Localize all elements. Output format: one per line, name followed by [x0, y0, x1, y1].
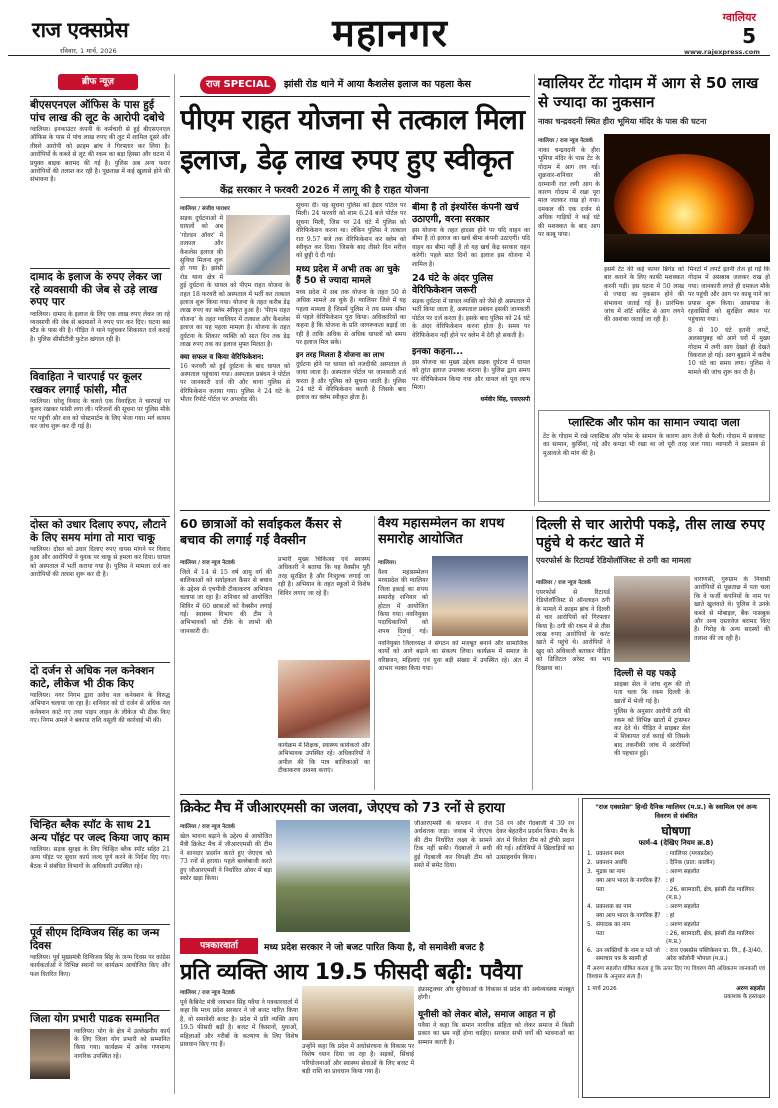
cricket-byline: ग्वालियर / राज न्यूज नेटवर्क: [180, 824, 235, 830]
notice-row-value: : 26, बरामदारी, क्षेत्र, झांसी रोड ग्वालियर (म.प्र.): [666, 887, 755, 901]
notice-row: [587, 904, 765, 912]
brief-label: ब्रीफ न्यूज़: [58, 74, 138, 90]
notice-row-key: उन व्यक्तियों के नाम व पते जो समाचार पत्र के स्वामी हों: [596, 948, 660, 962]
brief-headline: जिला योग प्रभारी पाढक सम्मानित: [30, 1010, 170, 1026]
notice-form: फार्म-4 (देखिए नियम क्र.8): [638, 839, 714, 847]
notice-row: [587, 869, 765, 877]
economy-text-2: उन्होंने कहा कि प्रदेश में अधोसंरचना के विकास पर विशेष ध्यान दिया जा रहा है। सड़कों, सिंचाई परियोजनाओं और स्वास्थ्य सेवाओं के लिए बजट में बड़ी राशि का प्रावधान किया गया है।: [302, 1043, 414, 1076]
notice-declaration: मैं अरुण सहलोत घोषित करता हूं कि ऊपर दिए गए विवरण मेरी अधिकतम जानकारी एवं विश्वास के अनुसार सत्य हैं।: [587, 966, 765, 980]
notice-title: "राज एक्सप्रेस" हिन्दी दैनिक ग्वालियर (म.प्र.) के स्वामित्व एवं अन्य विवरण से संबंधित: [595, 803, 757, 820]
fire-byline: ग्वालियर / राज न्यूज नेटवर्क: [538, 138, 593, 144]
notice-row: [587, 860, 765, 868]
notice-row-value: : दैनिक (प्रात: कालीन): [666, 860, 715, 867]
edition-date: रविवार, 1 मार्च, 2026: [60, 47, 117, 55]
vaccine-photo: [278, 660, 370, 738]
city-name: ग्वालियर: [722, 11, 756, 24]
lead-text-col2b: मध्य प्रदेश में अब तक योजना के तहत 50 से अधिक मामले आ चुके हैं। ग्वालियर जिले में यह पहला मामला है जिसमें पुलिस ने तय समय सीमा से पहले वेरिफिकेशन पूरा किया। अधिकारियों का कहना है कि योजना के प्रति जागरूकता बढ़ाई जा रही है ताकि अधिक से अधिक घायलों को समय पर इलाज मिल सके।: [296, 288, 406, 347]
notice-row-key: क्या आप भारत के नागरिक हैं?: [596, 913, 661, 920]
brief-headline: दोस्त को उधार दिलाए रुपए, लौटाने के लिए समय मांगा तो मारा चाकू: [30, 516, 170, 544]
lead-text-col3: इस योजना के तहत हादसा होने पर यदि वाहन का बीमा है तो इलाज का खर्च बीमा कंपनी उठाएगी। यदि वाहन का बीमा नहीं है तो यह खर्च केंद्र सरकार वहन करेगी। पहले सात दिनों का इलाज इस योजना में शामिल है।: [412, 227, 530, 268]
notice-row-num: 5.: [587, 922, 593, 929]
paper-name: राज एक्सप्रेस: [32, 18, 129, 42]
brief-text: ग्वालियर। पूर्व मुख्यमंत्री दिग्विजय सिंह के जन्म दिवस पर कांग्रेस कार्यकर्ताओं ने विभिन्न स्थानों पर कार्यक्रम आयोजित किए और फल वितरित किए।: [30, 954, 170, 978]
economy-byline: ग्वालियर / राज न्यूज नेटवर्क: [180, 990, 235, 996]
lead-col3-headline3: इनका कहना...: [412, 347, 464, 358]
brief-headline: दो दर्जन से अधिक नल कनेक्शन काटे, लीकेज भी ठीक किए: [30, 662, 170, 690]
lead-text-col3b: सड़क दुर्घटना में घायल व्यक्ति को जैसे ही अस्पताल में भर्ती किया जाता है, अस्पताल प्रबंधन इसकी जानकारी पोर्टल पर दर्ज करता है। इसके बाद पुलिस को 24 घंटे के अंदर वेरिफिकेशन करना होता है। समय पर वेरिफिकेशन नहीं होने पर क्लेम में देरी हो सकती है।: [412, 298, 530, 339]
notice-row-value: : अरुण सहलोत: [666, 922, 700, 929]
declaration-notice: [582, 798, 770, 1098]
notice-row-key: प्रकाशन अवधि: [596, 860, 627, 867]
notice-row-key: पता: [596, 931, 605, 938]
notice-row: [587, 887, 765, 902]
lead-kicker: झांसी रोड थाने में आया कैशलेस इलाज का पहला केस: [284, 79, 471, 90]
lead-text-col2c: दुर्घटना होने पर घायल को नजदीकी अस्पताल ले जाया जाता है। अस्पताल पोर्टल पर जानकारी दर्ज करता है और पुलिस को सूचना जाती है। पुलिस 24 घंटे में वेरिफिकेशन करती है जिसके बाद इलाज का क्लेम स्वीकृत होता है।: [296, 360, 406, 402]
lead-text-col2: सूचना दी। यह सूचना पुलिस को ईडार पोर्टल पर मिली। 24 फरवरी को शाम 6.24 बजे पोर्टल पर सूचना मिली, जिस पर 24 घंटे में पुलिस को वेरिफिकेशन करना था। लेकिन पुलिस ने तत्काल रात 9.57 बजे तक वेरिफिकेशन कर क्लेम को स्वीकृत कर दिया। जिसके बाद तीसरे दिन मरीज को छुट्टी दे दी गई।: [296, 202, 406, 260]
economy-story: [180, 938, 574, 1098]
brief-headline: विवाहिता ने चारपाई पर कूलर रखकर लगाई फांसी, मौत: [30, 368, 170, 396]
lead-col1-subhead: क्या सफल व किया वेरिफिकेशन:: [180, 352, 264, 361]
fire-story: [538, 74, 770, 506]
website: www.rajexpress.com: [683, 48, 760, 56]
brief-text: ग्वालियर। योग के क्षेत्र में उल्लेखनीय कार्य के लिए जिला योग प्रभारी को सम्मानित किया गया। कार्यक्रम में अनेक गणमान्य नागरिक उपस्थित रहे।: [74, 1027, 170, 1060]
notice-row-num: 3.: [587, 869, 593, 876]
vaccine-story: [180, 516, 370, 790]
brief-headline: बीएसएनएल ऑफिस के पास हुई पांच लाख की लूट के आरोपी दबोचे: [30, 96, 170, 124]
brief-headline: दामाद के इलाज के रुपए लेकर जा रहे व्यवसायी की जेब से उड़े लाख रुपए पार: [30, 268, 170, 309]
vaishya-headline: वैश्य महासम्मेलन का शपथ समारोह आयोजित: [378, 516, 505, 547]
fire-headline: ग्वालियर टेंट गोदाम में आग से 50 लाख से ज्यादा का नुकसान: [538, 74, 759, 111]
fraud-text-2: वाराणसी, गुरुग्राम के निवासी आरोपियों से पूछताछ में पता चला कि वे फर्जी कंपनियों के नाम पर खाते खुलवाते थे। पुलिस ने उनके कब्जे से मोबाइल, बैंक पासबुक और अन्य दस्तावेज बरामद किए हैं। गिरोह के अन्य सदस्यों की तलाश की जा रही है।: [694, 576, 770, 642]
vaishya-story: [378, 516, 528, 790]
notice-row-value: : ग्वालियर (मध्यप्रदेश): [666, 851, 714, 857]
vaccine-text-1: जिले में 14 से 15 वर्ष आयु वर्ग की बालिकाओं को सर्वाइकल कैंसर से बचाव के उद्देश्य से एचपीवी टीकाकरण अभियान चलाया जा रहा है। शनिवार को आयोजित शिविर में 60 छात्राओं को वैक्सीन लगाई गई। स्वास्थ्य विभाग की टीम ने अभिभावकों को टीके के लाभों की जानकारी दी।: [180, 569, 272, 635]
notice-rows: [587, 851, 765, 963]
lead-col3-headline2: 24 घंटे के अंदर पुलिस वेरिफिकेशन जरूरी: [412, 273, 494, 296]
economy-kicker: मध्य प्रदेश सरकार ने जो बजट पारित किया है, वो समावेशी बजट है: [264, 943, 484, 953]
lead-col2-subhead: इन तरह मिलता है योजना का लाभ: [296, 350, 385, 359]
notice-row-num: [587, 931, 596, 946]
fraud-text-3: पुलिस के अनुसार आरोपी ठगी की रकम को विभिन्न खातों में ट्रांसफर कर देते थे। पीड़ित ने साइबर सेल में शिकायत दर्ज कराई थी जिसके बाद तकनीकी जांच में आरोपियों की पहचान हुई।: [614, 708, 690, 758]
brief-text: ग्वालियर। इनकाउंटर कंपनी के कर्मचारी से हुई बीएसएनएल ऑफिस के पास में पांच लाख रुपए की लूट में शामिल दूसरे और तीसरे आरोपी को क्राइम ब्रांच ने गिरफ्तार कर लिया है। आरोपियों के कब्जे से लूट की रकम का बड़ा हिस्सा और घटना में प्रयुक्त बाइक बरामद की गई है। पुलिस अब अन्य फरार आरोपियों की तलाश कर रही है। पूछताछ में कई खुलासे होने की संभावना है।: [30, 126, 170, 184]
vaishya-photo: [432, 556, 528, 636]
notice-row: [587, 913, 765, 921]
presser-label: पत्रकारवार्ता: [180, 938, 258, 954]
notice-row-key: पता: [596, 887, 605, 894]
notice-row-num: [587, 887, 596, 902]
brief-text: ग्वालियर। घरेलू विवाद के चलते एक विवाहिता ने चारपाई पर कूलर रखकर फांसी लगा ली। परिजनों की सूचना पर पुलिस मौके पर पहुंची और शव को पोस्टमार्टम के लिए भेजा गया। मर्ग कायम कर जांच शुरू कर दी गई है।: [30, 398, 170, 431]
notice-row-num: 2.: [587, 860, 593, 867]
notice-row: [587, 922, 765, 930]
fraud-headline: दिल्ली से चार आरोपी पकड़े, तीस लाख रुपए पहुंचे थे करंट खाते में: [536, 517, 765, 551]
notice-row: [587, 878, 765, 886]
vaishya-text-2: नवनियुक्त जिलाध्यक्ष ने संगठन को मजबूत बनाने और सामाजिक कार्यों को आगे बढ़ाने का संकल्प लिया। कार्यक्रम में समाज के वरिष्ठजन, महिलाएं एवं युवा बड़ी संख्या में उपस्थित रहे। अंत में आभार व्यक्त किया गया।: [378, 640, 528, 673]
vaccine-byline: ग्वालियर / राज न्यूज नेटवर्क: [180, 560, 235, 566]
lead-quote-sign: धर्मवीर सिंह, एसएसपी: [480, 395, 530, 403]
notice-row-num: 4.: [587, 904, 593, 911]
notice-row-key: क्या आप भारत के नागरिक हैं?: [596, 878, 661, 885]
lead-text-col3c: इस योजना का मुख्य उद्देश्य सड़क दुर्घटना में घायल को तुरंत इलाज उपलब्ध कराना है। पुलिस द्वारा समय पर वेरिफिकेशन किया गया और घायल को पूरा लाभ मिला।: [412, 359, 530, 392]
fire-photo: [604, 134, 770, 262]
fire-box: [538, 410, 770, 502]
notice-row-key: प्रकाशक का नाम: [596, 904, 632, 911]
cricket-text-3: 58 रन और गेंदबाजी में 39 रन देकर बेहतरीन प्रदर्शन किया। मैच के अंत में विजेता टीम को ट्रॉफी प्रदान की गई। अतिथियों ने खिलाड़ियों का उत्साहवर्धन किया।: [496, 820, 574, 861]
brief-text: ग्वालियर। दामाद के इलाज के लिए एक लाख रुपए लेकर जा रहे व्यवसायी की जेब से बदमाशों ने रुपए पार कर दिए। घटना बस स्टैंड के पास की है। पीड़ित ने थाने पहुंचकर शिकायत दर्ज कराई है। पुलिस सीसीटीवी फुटेज खंगाल रही है।: [30, 310, 170, 343]
notice-row: [587, 851, 765, 859]
fire-subhead: नाका चन्द्रवदनी स्थित हीरा भूमिया मंदिर के पास की घटना: [538, 117, 707, 126]
fraud-photo: [614, 576, 690, 662]
masthead: [0, 0, 778, 62]
brief-text: ग्वालियर। नगर निगम द्वारा अवैध नल कनेक्शन के विरुद्ध अभियान चलाया जा रहा है। शनिवार को दो दर्जन से अधिक नल कनेक्शन काटे गए तथा पाइप लाइन के लीकेज भी ठीक किए गए। निगम अमले ने बकाया राशि वसूली की कार्रवाई भी की।: [30, 692, 170, 725]
notice-row-num: 1.: [587, 851, 593, 857]
fraud-box-text: साइबर सेल ने जांच शुरू की तो पता चला कि रकम दिल्ली के खातों में भेजी गई है।: [614, 681, 690, 705]
hospital-photo: [226, 215, 290, 275]
brief-item: [30, 816, 170, 920]
notice-row-value: : राज एक्सप्रेस पब्लिकेशन प्रा. लि., ई-3/40, अरेरा कॉलोनी भोपाल (म.प्र.): [666, 948, 763, 962]
notice-row-value: : अरुण सहलोत: [666, 869, 700, 876]
cricket-story: [180, 798, 574, 938]
page-number: 5: [742, 24, 756, 48]
vaccine-headline: 60 छात्राओं को सर्वाइकल कैंसर से बचाव की लगाई गई वैक्सीन: [180, 516, 342, 547]
brief-headline: चिन्हित ब्लैक स्पॉट के साथ 21 अन्य पॉइंट पर जल्द किया जाए काम: [30, 816, 170, 844]
brief-item: [30, 662, 170, 812]
brief-item: [30, 268, 170, 364]
fraud-box-headline: दिल्ली से यह पकड़े: [614, 669, 676, 679]
fire-text-1: नाका चन्द्रवदनी के हीरा भूमिया मंदिर के पास टेंट के गोदाम में आग लग गई। शुक्रवार-शनिवार की दरम्यानी रात लगी आग के कारण गोदाम में रखा पूरा माल जलकर राख हो गया। दमकल की एक दर्जन से अधिक गाड़ियों ने कई घंटे की मशक्कत के बाद आग पर काबू पाया।: [538, 147, 600, 239]
fire-text-3: मिनटों में लपटें इतनी तेज हो गईं कि गोदाम में असबाब जलकर राख हो गया। जानकारी लगते ही दमकल मौके पर पहुंची और आग पर काबू पाने का प्रयास शुरू किया। आसपास के रहवासियों को सुरक्षित स्थान पर पहुंचाया गया।: [688, 266, 770, 324]
notice-row-value: : अरुण सहलोत: [666, 904, 700, 911]
brief-column: [30, 74, 170, 1094]
fraud-story: [536, 516, 770, 790]
notice-row-value: : हां: [666, 878, 675, 885]
notice-row-num: 6.: [587, 948, 593, 955]
cricket-text-2: जीआरएमसी के कप्तान ने तेज अर्धशतक जड़ा। जवाब में जेएएच की टीम निर्धारित लक्ष्य के सामने टिक नहीं सकी। गेंदबाजों ने सधी हुई गेंदबाजी कर विपक्षी टीम को सस्ते में समेट दिया।: [414, 820, 492, 870]
lead-col3-headline: बीमा है तो इंश्योरेंस कंपनी खर्च उठाएगी, वरना सरकार: [412, 202, 519, 225]
fire-box-text: टेंट के गोदाम में रखे प्लास्टिक और फोम के सामान के कारण आग तेजी से फैली। गोदाम में सजावट का सामान, कुर्सियां, गद्दे और कपड़ा भी रखा था जो पूरी तरह जल गया। व्यापारी ने प्रशासन से मुआवजे की मांग की है।: [543, 433, 765, 457]
notice-row-num: [587, 878, 596, 886]
economy-headline: प्रति व्यक्ति आय 19.5 फीसदी बढ़ी: पवैया: [180, 960, 522, 985]
notice-row-key: प्रकाशन स्थल: [596, 851, 625, 857]
vaishya-text-1: वैश्य महासम्मेलन मध्यप्रदेश की ग्वालियर जिला इकाई का शपथ समारोह शनिवार को होटल में आयोजित किया गया। नवनियुक्त पदाधिकारियों को शपथ दिलाई गई।: [378, 569, 428, 635]
notice-row: [587, 931, 765, 946]
brief-text: ग्वालियर। सड़क सुरक्षा के लिए चिन्हित ब्लैक स्पॉट सहित 21 अन्य पॉइंट पर सुधार कार्य जल्द पूर्ण करने के निर्देश दिए गए। बैठक में संबंधित विभागों के अधिकारी उपस्थित रहे।: [30, 846, 170, 870]
notice-sign-role: प्रकाशक के हस्ताक्षर: [724, 994, 765, 1001]
section-title: महानगर: [332, 11, 448, 55]
lead-text-col1b: 16 फरवरी को हुई दुर्घटना के बाद घायल को अस्पताल पहुंचाया गया। अस्पताल प्रबंधन ने पोर्टल पर जानकारी दर्ज की और थाना पुलिस से वेरिफिकेशन कराया गया। पुलिस ने 24 घंटे के भीतर रिपोर्ट पोर्टल पर अपलोड की।: [180, 362, 290, 404]
yoga-photo: [30, 1029, 70, 1079]
fire-box-headline: प्लास्टिक और फोम का सामान ज्यादा जला: [568, 416, 740, 429]
notice-date: 1 मार्च 2026: [587, 986, 617, 993]
lead-story: [180, 74, 530, 506]
brief-item: [30, 924, 170, 1006]
notice-row-value: : हां: [666, 913, 675, 920]
fraud-subhead: एयरफोर्स के रिटायर्ड रेडियोलॉजिस्ट से ठगी का मामला: [536, 556, 691, 565]
notice-row-value: : 26, बरामदारी, क्षेत्र, झांसी रोड ग्वालियर (म.प्र.): [666, 931, 755, 945]
special-badge: राज SPECIAL: [200, 76, 276, 94]
cricket-text-1: खेल भावना बढ़ाने के उद्देश्य से आयोजित मैत्री क्रिकेट मैच में जीआरएमसी की टीम ने शानदार प्रदर्शन करते हुए जेएएच को 73 रनों से हराया। पहले बल्लेबाजी करते हुए जीआरएमसी ने निर्धारित ओवर में बड़ा स्कोर खड़ा किया।: [180, 833, 272, 883]
vaccine-text-2: प्रभारी मुख्य चिकित्सा एवं स्वास्थ्य अधिकारी ने बताया कि यह वैक्सीन पूरी तरह सुरक्षित है और निःशुल्क लगाई जा रही है। अभियान के तहत स्कूलों में विशेष शिविर लगाए जा रहे हैं।: [278, 556, 370, 597]
notice-row-key: मुद्रक का नाम: [596, 869, 625, 876]
vaccine-text-3: कार्यक्रम में शिक्षक, स्वास्थ्य कार्यकर्ता और अभिभावक उपस्थित रहे। अधिकारियों ने अपील की कि पात्र बालिकाओं का टीकाकरण अवश्य कराएं।: [278, 742, 370, 775]
lead-headline-2: इलाज, डेढ़ लाख रुपए हुए स्वीकृत: [180, 143, 513, 176]
brief-item: [30, 368, 170, 512]
cricket-photo: [276, 820, 410, 932]
notice-row-key: संपादक का नाम: [596, 922, 631, 929]
notice-signature: अरुण सहलोत: [736, 986, 765, 993]
economy-box-headline: यूनीसी को लेकर बोले, समाज आहत न हो: [418, 1009, 556, 1020]
lead-subhead: केंद्र सरकार ने फरवरी 2026 में लागू की है राहत योजना: [220, 185, 429, 196]
lead-text-col1: सड़क दुर्घटनाओं में घायलों को अब 'गोल्डन ऑवर' में तत्काल और कैशलेस इलाज की सुविधा मिलना शुरू हो गया है। झांसी रोड थाना क्षेत्र में हुई दुर्घटना के घायल को पीएम राहत योजना के तहत 18 फरवरी को अस्पताल में भर्ती कर तत्काल इलाज शुरू किया गया। योजना के तहत करीब डेढ़ लाख रुपए का क्लेम स्वीकृत हुआ है। 'पीएम राहत योजना' के तहत ग्वालियर में तत्काल और कैशलेस इलाज का यह पहला मामला है। योजना के तहत दुर्घटना के शिकार व्यक्ति को सात दिन तक डेढ़ लाख रुपए तक का इलाज मुफ्त मिलता है।: [180, 215, 290, 349]
brief-text: ग्वालियर। दोस्त को उधार दिलाए रुपए वापस मांगने पर विवाद हुआ और आरोपियों ने युवक पर चाकू से हमला कर दिया। घायल को अस्पताल में भर्ती कराया गया है। पुलिस ने मामला दर्ज कर आरोपियों की तलाश शुरू कर दी है।: [30, 546, 170, 579]
lead-byline: ग्वालियर / संजीव पाराशर: [180, 206, 230, 212]
notice-row: [587, 948, 765, 963]
lead-headline-1: पीएम राहत योजना से तत्काल मिला: [180, 103, 525, 136]
fire-text-4: 8 से 10 घंटे इतनी लपटें, अलसायुबह को आगे घरों में मुख्य गोदाम में लगी आग देखते ही देखते विकराल हो गई। आग बुझाने में करीब 10 घंटे का समय लगा। पुलिस ने मामले की जांच शुरू कर दी है।: [688, 326, 770, 376]
notice-header: घोषणा: [661, 824, 691, 838]
vaishya-byline: ग्वालियर।: [378, 560, 397, 566]
brief-item: [30, 1010, 170, 1094]
notice-row-num: [587, 913, 596, 921]
economy-box-text: पवैया ने कहा कि समान नागरिक संहिता को लेकर समाज में किसी प्रकार का भ्रम नहीं होना चाहिए। सरकार सभी वर्गों की भावनाओं का सम्मान करती है।: [418, 1021, 574, 1046]
lead-col2-headline: मध्य प्रदेश में अभी तक आ चुके हैं 50 से ज्यादा मामले: [296, 264, 400, 286]
economy-text-1: पूर्व कैबिनेट मंत्री जयभान सिंह पवैया ने पत्रकारवार्ता में कहा कि मध्य प्रदेश सरकार ने जो बजट पारित किया है, वो समावेशी बजट है। प्रदेश में प्रति व्यक्ति आय 19.5 फीसदी बढ़ी है। बजट में किसानों, युवाओं, महिलाओं और गरीबों के कल्याण के लिए विशेष प्रावधान किए गए हैं।: [180, 999, 298, 1049]
fraud-byline: ग्वालियर / राज न्यूज नेटवर्क: [536, 580, 591, 586]
cricket-headline: क्रिकेट मैच में जीआरएमसी का जलवा, जेएएच को 73 रनों से हराया: [180, 800, 505, 816]
fraud-text-1: एयरफोर्स से रिटायर्ड रेडियोलॉजिस्ट से ऑनलाइन ठगी के मामले में क्राइम ब्रांच ने दिल्ली से चार आरोपियों को गिरफ्तार किया है। ठगी की रकम में से तीस लाख रुपए आरोपियों के करंट खाते में पहुंचे थे। आरोपियों ने खुद को अधिकारी बताकर पीड़ित को डिजिटल अरेस्ट का भय दिखाया था।: [536, 589, 610, 672]
brief-headline: पूर्व सीएम दिग्विजय सिंह का जन्म दिवस: [30, 924, 170, 952]
fire-text-2: इसमें टेंट की कई फायर ब्रिगेड को बार कराने के लिए काफी मशक्कत करनी पड़ी। इस घटना में 50 लाख से ज्यादा का नुकसान होने की संभावना जताई गई है। प्रारंभिक जांच में शॉर्ट सर्किट से आग लगने की आशंका जताई जा रही है।: [604, 266, 684, 324]
economy-photo: [302, 986, 414, 1040]
brief-item: [30, 96, 170, 264]
economy-text-3: इंफ्रास्ट्रक्चर और सुविधाओं के विकास से प्रदेश की अर्थव्यवस्था मजबूत होगी।: [418, 986, 574, 1002]
brief-item: [30, 516, 170, 658]
